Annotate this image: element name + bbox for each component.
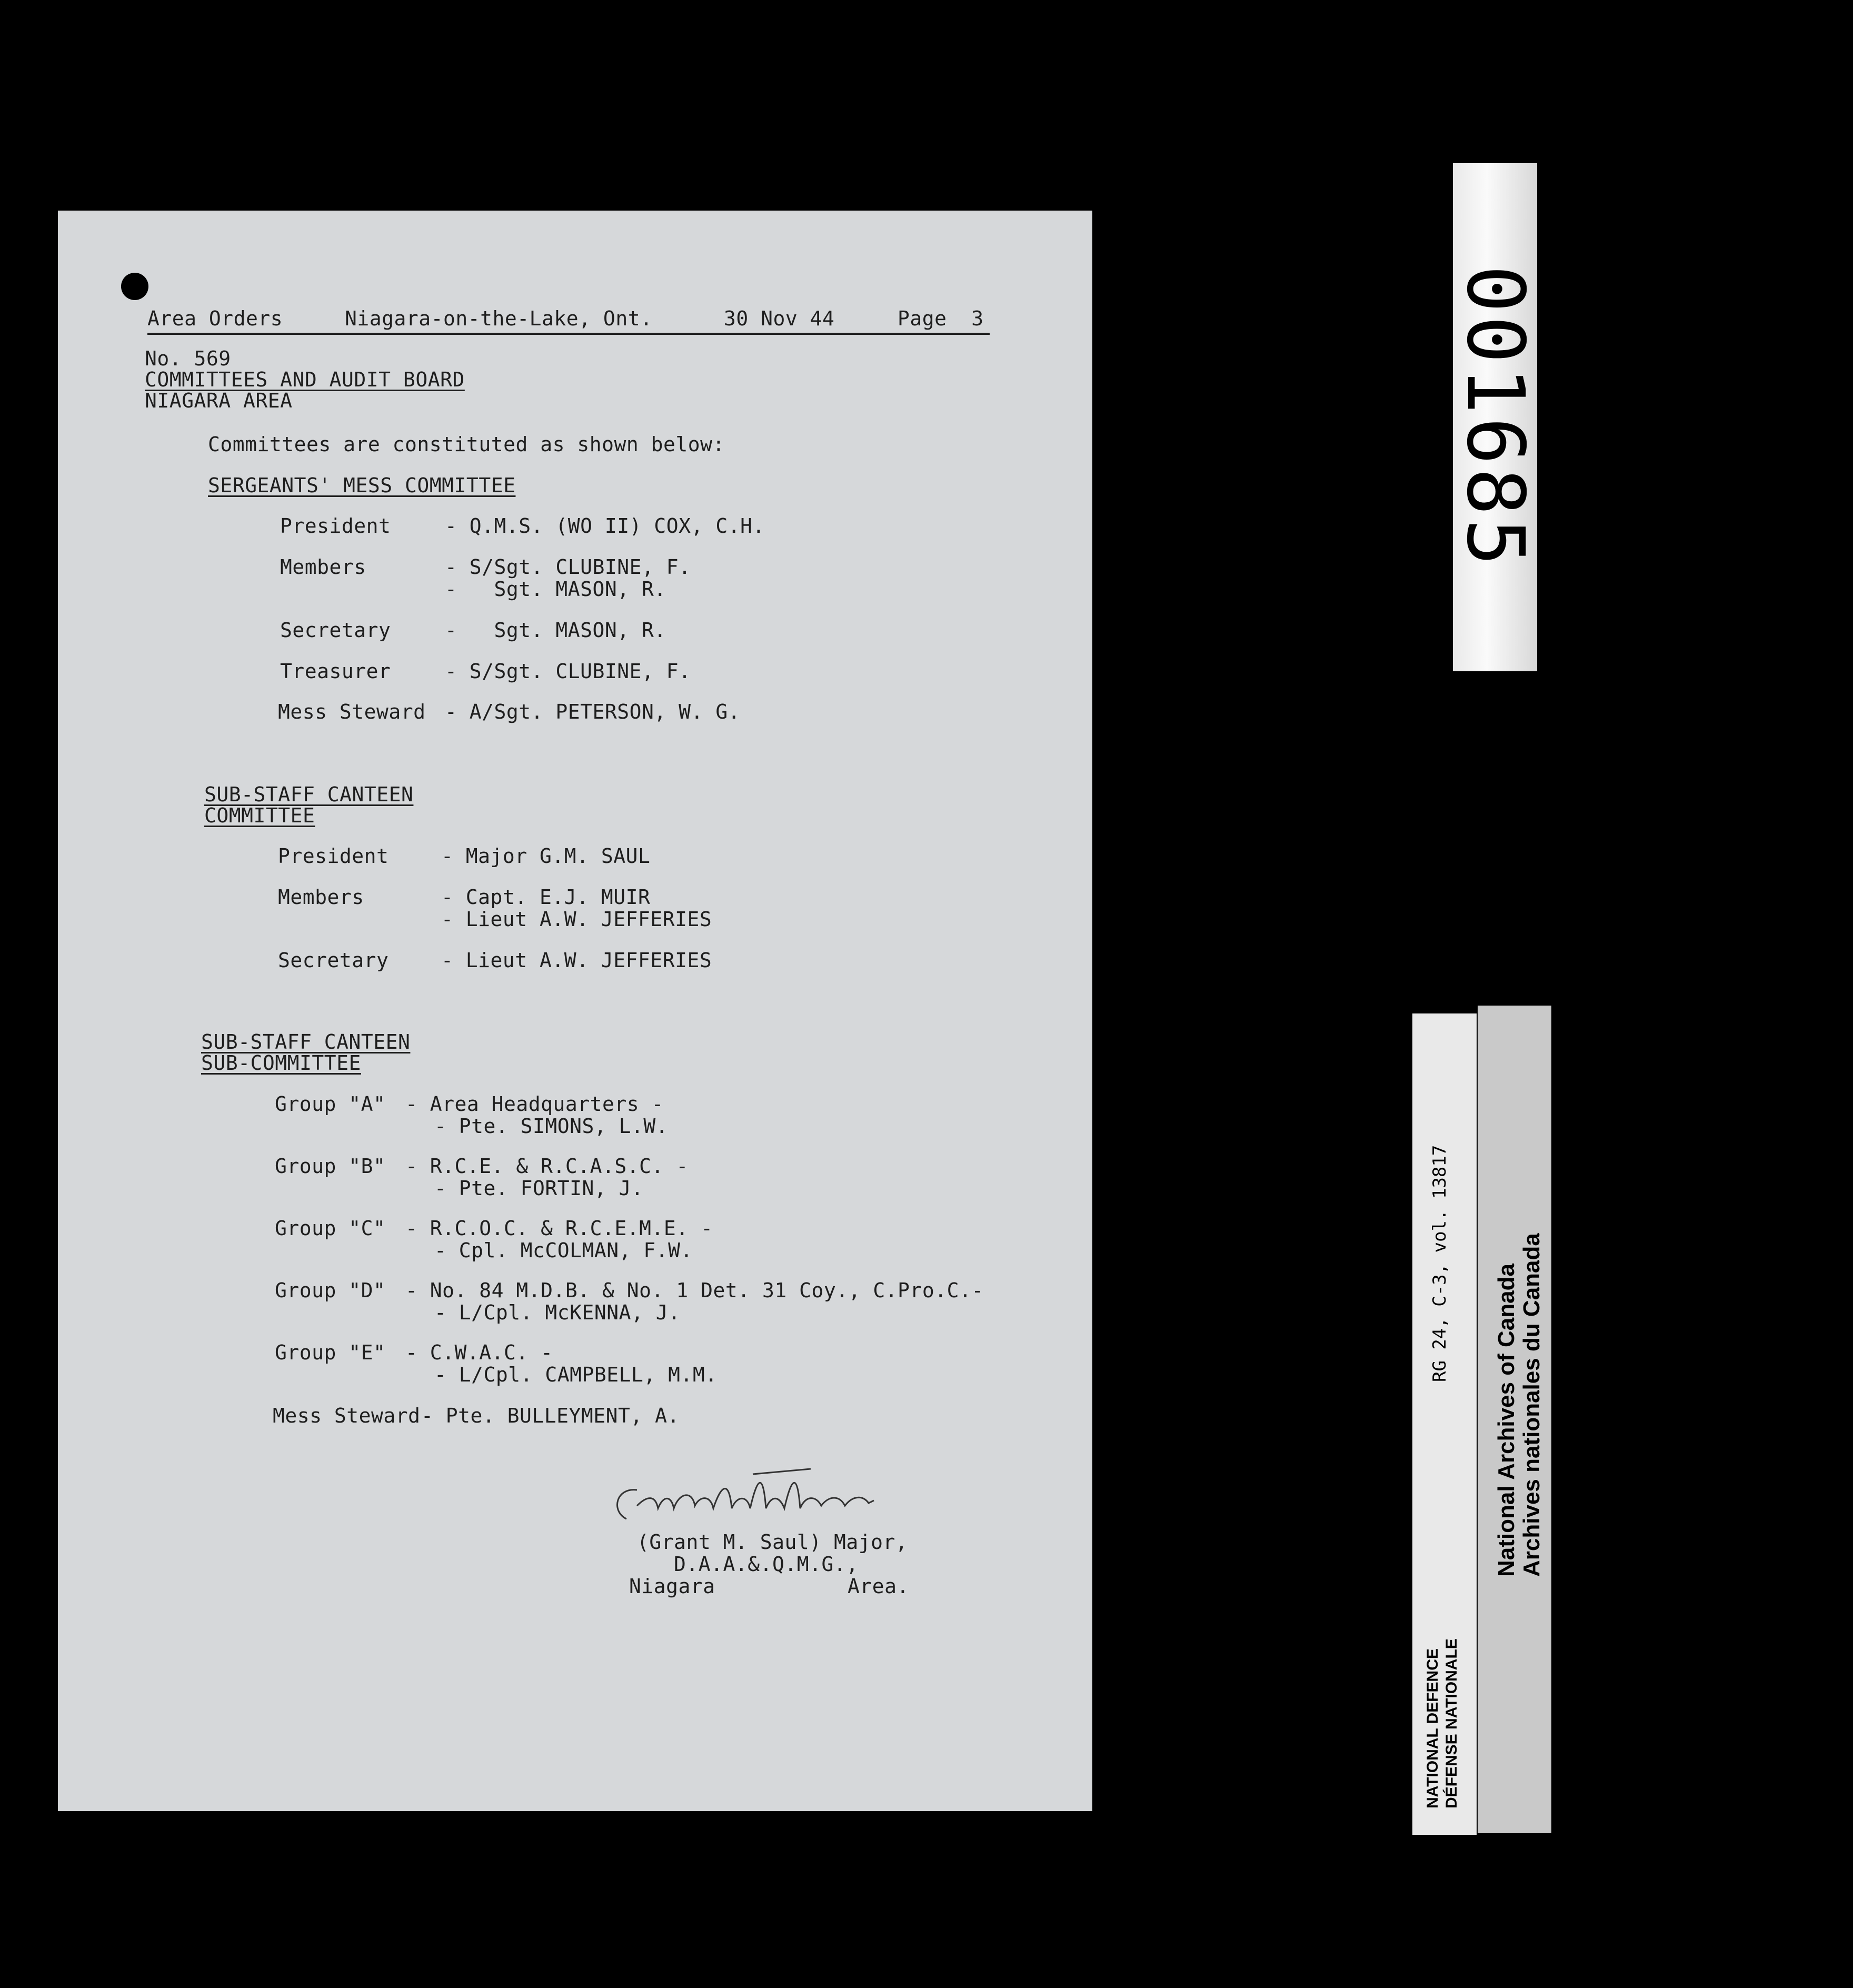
- header-rule: [147, 333, 990, 335]
- member-name: - S/Sgt. CLUBINE, F.: [445, 555, 691, 579]
- archives-name-en: National Archives of Canada: [1493, 1264, 1519, 1577]
- group-member: - L/Cpl. McKENNA, J.: [434, 1301, 681, 1324]
- member-name: - Q.M.S. (WO II) COX, C.H.: [445, 514, 765, 538]
- member-name: - Capt. E.J. MUIR: [441, 886, 651, 909]
- role-label: President: [280, 514, 391, 538]
- group-unit: - R.C.E. & R.C.A.S.C. -: [405, 1155, 689, 1178]
- archives-name-fr: Archives nationales du Canada: [1519, 1233, 1545, 1577]
- role-label: Members: [280, 555, 366, 579]
- signature-area-right: Area.: [848, 1575, 909, 1598]
- signature-title: D.A.A.&.Q.M.G.,: [674, 1553, 859, 1576]
- frame-number: 001685: [1449, 265, 1541, 570]
- document-page: [58, 211, 1092, 1811]
- role-label: President: [278, 844, 389, 868]
- group-label: Group "C": [275, 1217, 386, 1240]
- group-member: - Pte. FORTIN, J.: [434, 1177, 644, 1200]
- header-date: 30 Nov 44: [724, 307, 835, 330]
- role-label: Secretary: [278, 949, 389, 972]
- group-member: - Cpl. McCOLMAN, F.W.: [434, 1239, 693, 1262]
- group-unit: - Area Headquarters -: [405, 1092, 664, 1116]
- header-title: Area Orders: [147, 307, 283, 330]
- signature-name: (Grant M. Saul) Major,: [637, 1530, 908, 1554]
- section-heading-sergeants-mess: SERGEANTS' MESS COMMITTEE: [208, 474, 516, 497]
- role-label: Mess Steward: [278, 700, 426, 723]
- member-name: - Major G.M. SAUL: [441, 844, 651, 868]
- intro-text: Committees are constituted as shown below:: [208, 433, 725, 456]
- group-member: - L/Cpl. CAMPBELL, M.M.: [434, 1363, 718, 1386]
- role-label: Secretary: [280, 619, 391, 642]
- order-title: COMMITTEES AND AUDIT BOARD: [145, 368, 465, 391]
- frame-number-strip: [1449, 163, 1541, 671]
- order-number: No. 569: [145, 347, 231, 370]
- section-heading-subcommittee-2: SUB-COMMITTEE: [201, 1051, 361, 1075]
- group-label: Group "E": [275, 1341, 386, 1364]
- member-name: - A/Sgt. PETERSON, W. G.: [445, 700, 741, 723]
- archive-label-name: [1478, 1006, 1551, 1833]
- group-label: Group "A": [275, 1092, 386, 1116]
- role-label: Mess Steward: [273, 1404, 421, 1427]
- order-subtitle: NIAGARA AREA: [145, 389, 293, 412]
- header-location: Niagara-on-the-Lake, Ont.: [345, 307, 653, 330]
- member-name: - Pte. BULLEYMENT, A.: [421, 1404, 680, 1427]
- role-label: Members: [278, 886, 364, 909]
- section-heading-canteen: SUB-STAFF CANTEEN: [204, 783, 414, 806]
- member-name: - S/Sgt. CLUBINE, F.: [445, 660, 691, 683]
- group-unit: - R.C.O.C. & R.C.E.M.E. -: [405, 1217, 713, 1240]
- group-unit: - No. 84 M.D.B. & No. 1 Det. 31 Coy., C.Pro.C.-: [405, 1279, 984, 1302]
- member-name: - Lieut A.W. JEFFERIES: [441, 949, 712, 972]
- punch-hole: [121, 273, 148, 300]
- section-heading-subcommittee: SUB-STAFF CANTEEN: [201, 1030, 411, 1053]
- group-unit: - C.W.A.C. -: [405, 1341, 553, 1364]
- member-name: - Sgt. MASON, R.: [445, 578, 666, 601]
- role-label: Treasurer: [280, 660, 391, 683]
- archive-label-reference: [1412, 1013, 1477, 1835]
- department-fr: DÉFENSE NATIONALE: [1443, 1638, 1460, 1808]
- group-member: - Pte. SIMONS, L.W.: [434, 1115, 669, 1138]
- department-en: NATIONAL DEFENCE: [1424, 1648, 1441, 1808]
- group-label: Group "B": [275, 1155, 386, 1178]
- member-name: - Sgt. MASON, R.: [445, 619, 666, 642]
- section-heading-canteen-committee: COMMITTEE: [204, 804, 315, 827]
- signature-area-left: Niagara: [629, 1575, 715, 1598]
- group-label: Group "D": [275, 1279, 386, 1302]
- handwritten-signature: [605, 1464, 953, 1537]
- archive-reference: RG 24, C-3, vol. 13817: [1429, 1145, 1450, 1382]
- header-page: Page 3: [898, 307, 984, 330]
- member-name: - Lieut A.W. JEFFERIES: [441, 908, 712, 931]
